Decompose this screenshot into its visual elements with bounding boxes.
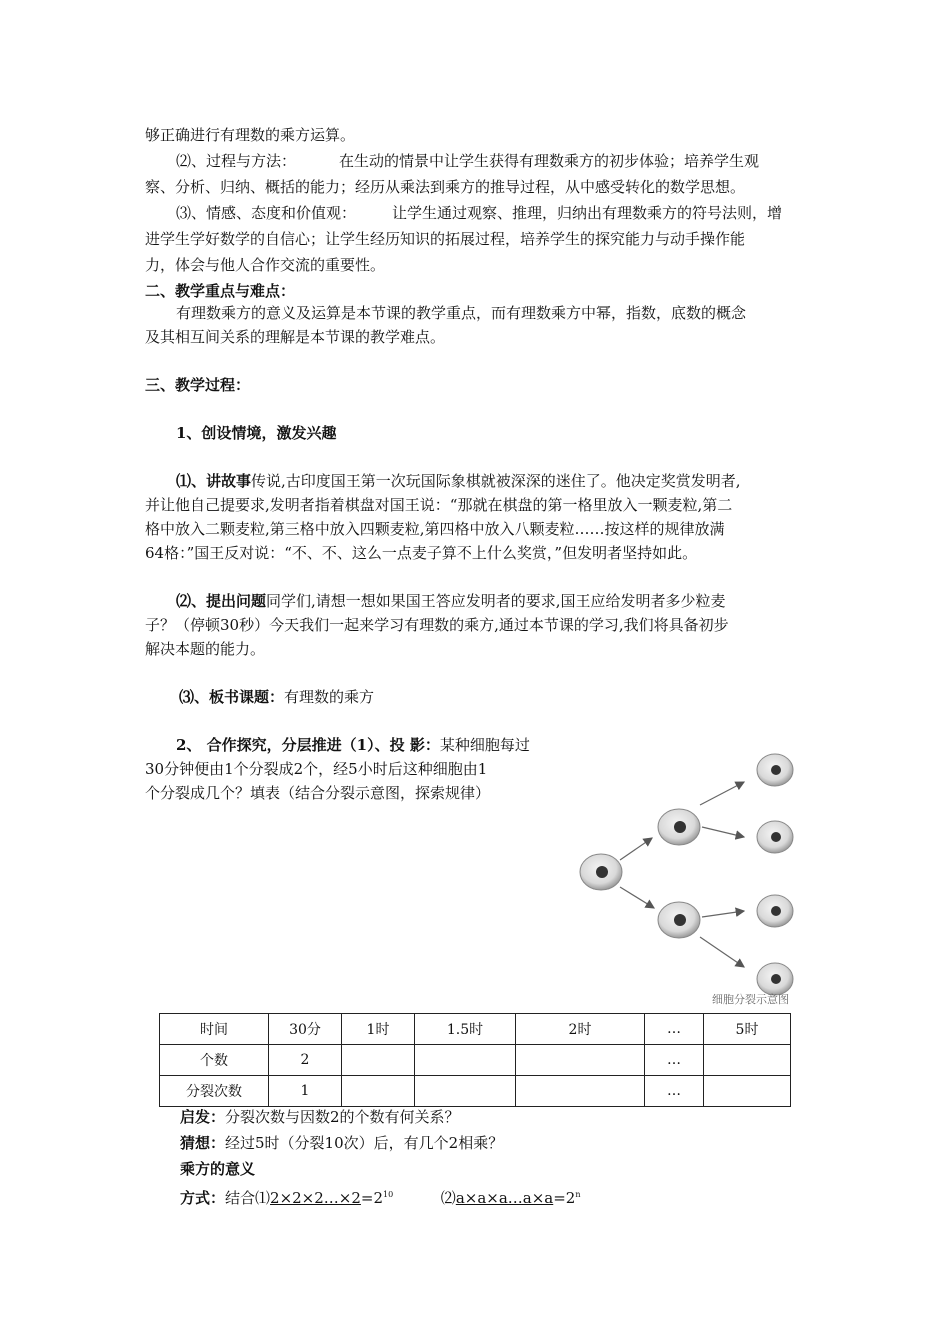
question-text: 同学们,请想一想如果国王答应发明者的要求,国王应给发明者多少粒麦 [266, 592, 726, 610]
section-heading-key-points: 二、教学重点与难点： [145, 282, 296, 300]
question-text-3: 解决本题的能力。 [145, 640, 266, 658]
table-cell-blank[interactable] [415, 1045, 516, 1076]
formula-1-exponent: 10 [383, 1190, 394, 1199]
guess-text: 经过5时（分裂10次）后，有几个2相乘？ [225, 1134, 504, 1152]
question-text-2: 子？（停顿30秒）今天我们一起来学习有理数的乘方,通过本节课的学习,我们将具备初步 [145, 616, 729, 634]
table-cell-blank[interactable] [342, 1076, 415, 1107]
key-points-text: 有理数乘方的意义及运算是本节课的教学重点，而有理数乘方中幂，指数，底数的概念 [176, 304, 747, 322]
cell-gen2-1 [757, 754, 793, 786]
story-text-4: 64格：”国王反对说：“不、不、这么一点麦子算不上什么奖赏，”但发明者坚持如此。 [145, 544, 698, 562]
table-cell-blank[interactable] [516, 1045, 645, 1076]
objective-3-text-end: 力，体会与他人合作交流的重要性。 [145, 256, 386, 274]
cell-gen1-top [658, 809, 700, 845]
board-title: 有理数的乘方 [284, 688, 375, 706]
table-cell: 2时 [516, 1014, 645, 1045]
method-prefix: 结合⑴ [225, 1189, 271, 1207]
table-cell: 1.5时 [415, 1014, 516, 1045]
section-heading-process: 三、教学过程： [145, 376, 251, 394]
table-cell: 2 [269, 1045, 342, 1076]
table-cell-blank[interactable] [415, 1076, 516, 1107]
cell-gen0 [580, 854, 622, 890]
objective-2-text-cont: 察、分析、归纳、概括的能力；经历从乘法到乘方的推导过程，从中感受转化的数学思想。 [145, 178, 746, 196]
objective-2-label: ⑵、过程与方法： [176, 152, 297, 170]
table-cell: 1 [269, 1076, 342, 1107]
table-row [160, 1076, 791, 1107]
fill-in-table [159, 1013, 791, 1107]
story-text-3: 格中放入二颗麦粒,第三格中放入四颗麦粒,第四格中放入八颗麦粒……按这样的规律放满 [145, 520, 725, 538]
step-1-heading: 1、创设情境，激发兴趣 [176, 424, 337, 442]
cells [580, 754, 793, 995]
table-cell-blank[interactable] [342, 1045, 415, 1076]
key-points-text-cont: 及其相互间关系的理解是本节课的教学难点。 [145, 328, 446, 346]
table-cell: 5时 [704, 1014, 791, 1045]
formula-2-equals: =2 [553, 1189, 576, 1207]
table-row [160, 1045, 791, 1076]
story-text: 传说,古印度国王第一次玩国际象棋就被深深的迷住了。他决定奖赏发明者, [251, 472, 741, 490]
board-label: ⑶、板书课题： [179, 688, 285, 706]
objective-2-text: 在生动的情景中让学生获得有理数乘方的初步体验；培养学生观 [339, 152, 760, 170]
method-label: 方式： [180, 1189, 226, 1207]
story-label: ⑴、讲故事 [176, 472, 252, 490]
table-cell-blank[interactable] [704, 1076, 791, 1107]
table-cell: 时间 [160, 1014, 269, 1045]
cell-gen2-2 [757, 821, 793, 853]
step-2-heading: 2、 合作探究，分层推进（1）、投 影： [176, 736, 440, 754]
diagram-caption: 细胞分裂示意图 [712, 993, 789, 1006]
cell-gen1-bottom [658, 902, 700, 938]
objective-3-text: 让学生通过观察、推理，归纳出有理数乘方的符号法则，增 [392, 204, 783, 222]
formula-2: a×a×a…a×a [455, 1189, 554, 1207]
cell-division-diagram [572, 745, 802, 1010]
power-meaning-heading: 乘方的意义 [180, 1160, 256, 1178]
table-header-row [160, 1014, 791, 1045]
cell-gen2-4 [757, 963, 793, 995]
table-cell: 分裂次数 [160, 1076, 269, 1107]
table-cell: 个数 [160, 1045, 269, 1076]
table-cell-blank[interactable] [516, 1076, 645, 1107]
table-cell-blank[interactable] [704, 1045, 791, 1076]
story-text-2: 并让他自己提要求,发明者指着棋盘对国王说：“那就在棋盘的第一格里放入一颗麦粒,第二 [145, 496, 733, 514]
objective-3-text-cont: 进学生学好数学的自信心；让学生经历知识的拓展过程，培养学生的探究能力与动手操作能 [145, 230, 746, 248]
table-cell: … [645, 1076, 704, 1107]
cell-gen2-3 [757, 895, 793, 927]
hint-text: 分裂次数与因数2的个数有何关系？ [225, 1108, 460, 1126]
formula-1-equals: =2 [360, 1189, 384, 1207]
step-2-text: 某种细胞每过 [439, 736, 530, 754]
question-label: ⑵、提出问题 [176, 592, 267, 610]
table-cell: 30分 [269, 1014, 342, 1045]
table-cell: 1时 [342, 1014, 415, 1045]
guess-label: 猜想： [180, 1134, 226, 1152]
table-cell: … [645, 1045, 704, 1076]
step-2-text-2: 30分钟便由1个分裂成2个，经5小时后这种细胞由1 [145, 760, 488, 778]
formula-1: 2×2×2…×2 [270, 1189, 361, 1207]
objective-1-tail: 够正确进行有理数的乘方运算。 [145, 126, 356, 144]
hint-label: 启发： [180, 1108, 226, 1126]
step-2-text-3: 个分裂成几个？填表（结合分裂示意图，探索规律） [145, 784, 491, 802]
table-cell: … [645, 1014, 704, 1045]
objective-3-label: ⑶、情感、态度和价值观： [176, 204, 357, 222]
formula-2-exponent: n [575, 1190, 581, 1199]
formula-2-prefix: ⑵ [440, 1189, 456, 1207]
